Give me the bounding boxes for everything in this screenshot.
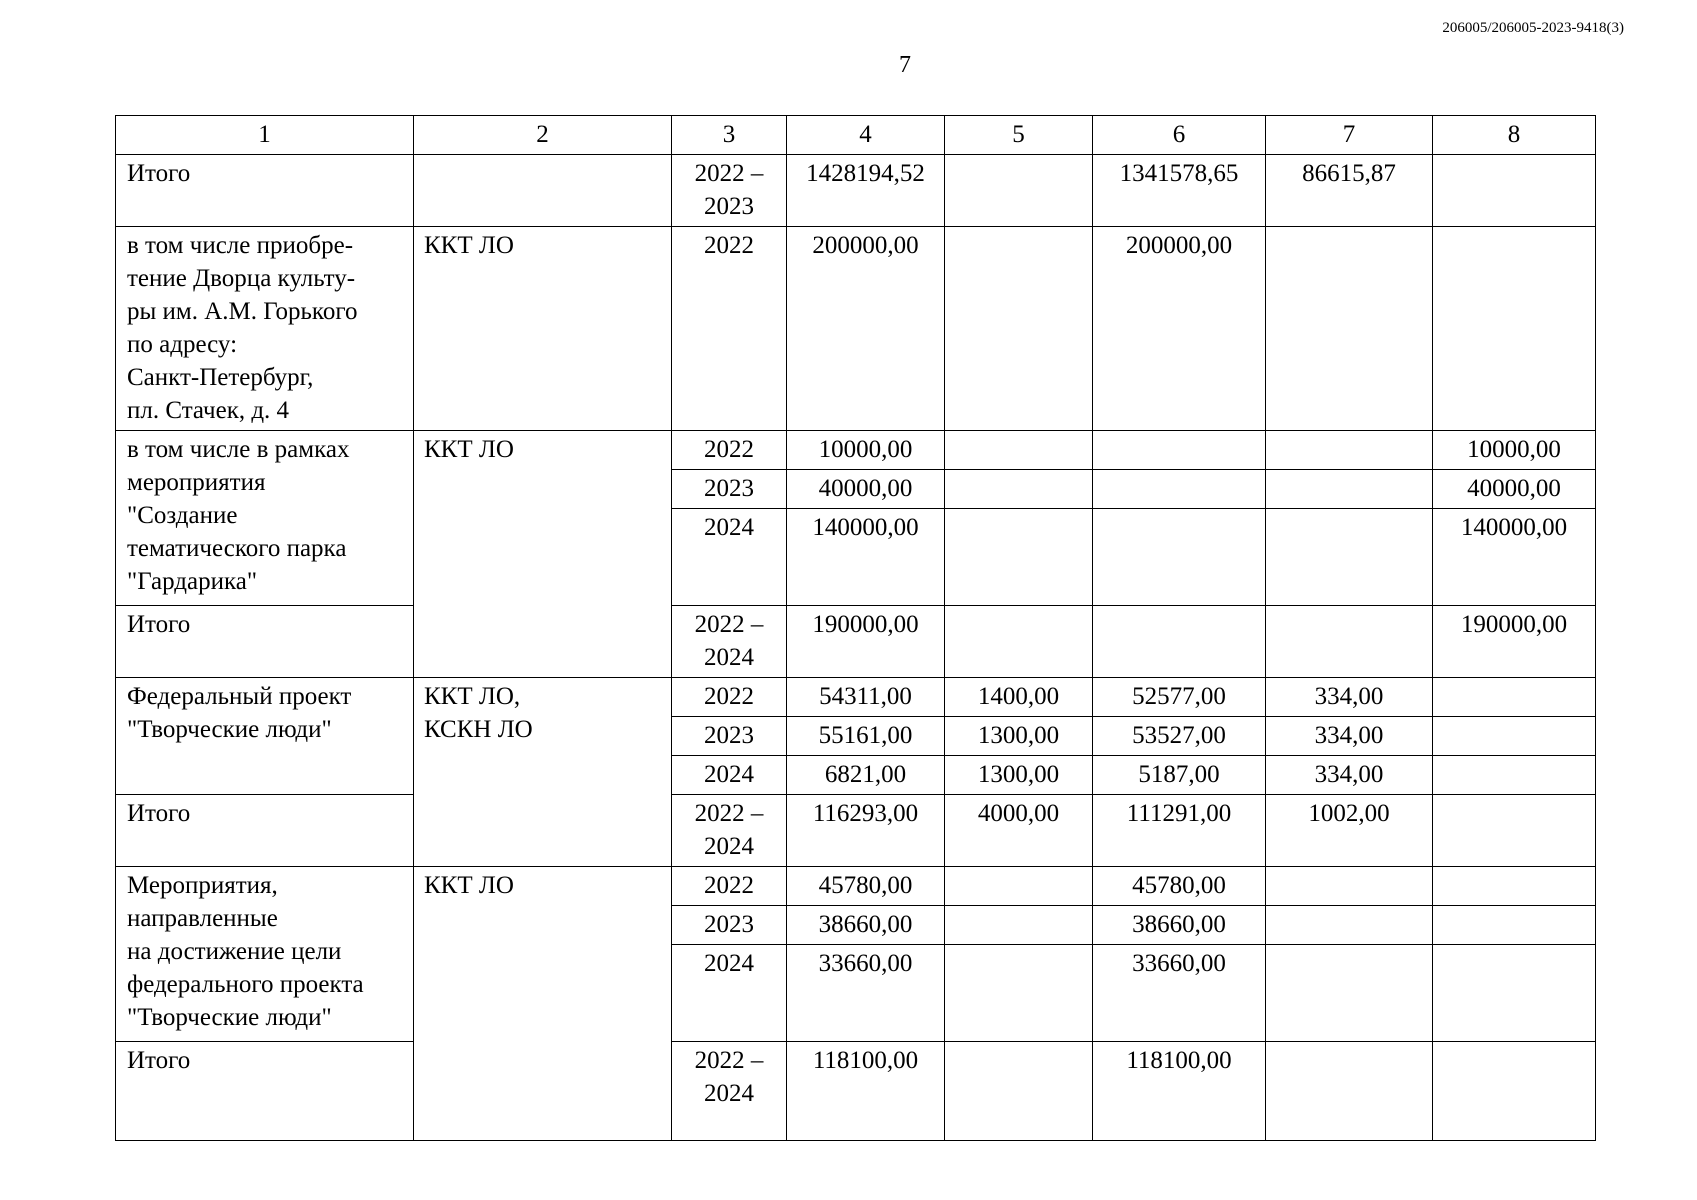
value-cell bbox=[1433, 227, 1596, 431]
column-number: 7 bbox=[1266, 116, 1433, 155]
executor-cell bbox=[414, 678, 672, 867]
value-cell: 118100,00 bbox=[787, 1042, 945, 1141]
period-cell: 2022 – 2024 bbox=[672, 795, 787, 867]
value-cell: 45780,00 bbox=[1093, 867, 1266, 906]
value-cell: 4000,00 bbox=[945, 795, 1093, 867]
value-cell bbox=[945, 906, 1093, 945]
value-cell: 54311,00 bbox=[787, 678, 945, 717]
year-cell: 2022 bbox=[672, 431, 787, 470]
value-cell bbox=[1433, 1042, 1596, 1141]
label-line: в том числе в рамках bbox=[127, 436, 350, 463]
column-number-row bbox=[116, 116, 1596, 155]
row-label: Итого bbox=[116, 606, 414, 678]
value-cell: 200000,00 bbox=[787, 227, 945, 431]
value-cell bbox=[945, 1042, 1093, 1141]
year-cell: 2023 bbox=[672, 906, 787, 945]
executor-cell: ККТ ЛО bbox=[414, 431, 672, 678]
value-cell: 1300,00 bbox=[945, 717, 1093, 756]
value-cell bbox=[1266, 606, 1433, 678]
value-cell: 45780,00 bbox=[787, 867, 945, 906]
value-cell bbox=[1093, 509, 1266, 606]
label-line: федерального проекта bbox=[127, 971, 364, 998]
label-line: "Творческие люди" bbox=[127, 716, 332, 743]
value-cell: 1002,00 bbox=[1266, 795, 1433, 867]
value-cell bbox=[1433, 867, 1596, 906]
period-cell: 2022 – 2024 bbox=[672, 606, 787, 678]
value-cell: 33660,00 bbox=[1093, 945, 1266, 1042]
value-cell: 140000,00 bbox=[1433, 509, 1596, 606]
value-cell bbox=[1266, 227, 1433, 431]
value-cell: 86615,87 bbox=[1266, 155, 1433, 227]
value-cell: 1341578,65 bbox=[1093, 155, 1266, 227]
page-number: 7 bbox=[899, 52, 911, 78]
year-cell: 2024 bbox=[672, 945, 787, 1042]
value-cell bbox=[1266, 509, 1433, 606]
value-cell bbox=[1433, 795, 1596, 867]
table-row bbox=[116, 1042, 1596, 1141]
label-line: ры им. А.М. Горького bbox=[127, 298, 358, 325]
value-cell bbox=[1093, 431, 1266, 470]
value-cell bbox=[945, 431, 1093, 470]
year-cell: 2022 bbox=[672, 678, 787, 717]
label-line: "Творческие люди" bbox=[127, 1004, 332, 1031]
value-cell bbox=[945, 155, 1093, 227]
value-cell bbox=[1266, 867, 1433, 906]
value-cell bbox=[1433, 945, 1596, 1042]
label-line: тение Дворца культу- bbox=[127, 265, 356, 292]
label-line: мероприятия bbox=[127, 469, 266, 496]
executor-line: ККТ ЛО, bbox=[424, 683, 521, 710]
label-line: по адресу: bbox=[127, 331, 238, 358]
value-cell: 38660,00 bbox=[787, 906, 945, 945]
table-row bbox=[116, 227, 1596, 431]
table-row bbox=[116, 795, 1596, 867]
value-cell bbox=[1266, 470, 1433, 509]
label-line: тематического парка bbox=[127, 535, 347, 562]
value-cell bbox=[945, 509, 1093, 606]
year-cell: 2022 bbox=[672, 867, 787, 906]
value-cell: 40000,00 bbox=[1433, 470, 1596, 509]
value-cell bbox=[1433, 678, 1596, 717]
value-cell: 5187,00 bbox=[1093, 756, 1266, 795]
year-cell: 2024 bbox=[672, 756, 787, 795]
column-number: 5 bbox=[945, 116, 1093, 155]
label-line: направленные bbox=[127, 905, 278, 932]
table-row bbox=[116, 678, 1596, 717]
row-label: Итого bbox=[116, 795, 414, 867]
executor-cell bbox=[414, 155, 672, 227]
value-cell bbox=[945, 945, 1093, 1042]
value-cell bbox=[1266, 431, 1433, 470]
row-label bbox=[116, 867, 414, 1042]
label-line: "Гардарика" bbox=[127, 568, 258, 595]
label-line: Мероприятия, bbox=[127, 872, 278, 899]
year-cell: 2024 bbox=[672, 509, 787, 606]
label-line: "Создание bbox=[127, 502, 238, 529]
value-cell: 52577,00 bbox=[1093, 678, 1266, 717]
value-cell bbox=[945, 606, 1093, 678]
value-cell: 200000,00 bbox=[1093, 227, 1266, 431]
value-cell: 116293,00 bbox=[787, 795, 945, 867]
table-row bbox=[116, 867, 1596, 906]
column-number: 1 bbox=[116, 116, 414, 155]
value-cell: 6821,00 bbox=[787, 756, 945, 795]
budget-table bbox=[115, 115, 1596, 1141]
value-cell bbox=[945, 470, 1093, 509]
value-cell: 334,00 bbox=[1266, 756, 1433, 795]
period-cell: 2022 – 2023 bbox=[672, 155, 787, 227]
value-cell: 10000,00 bbox=[787, 431, 945, 470]
value-cell: 140000,00 bbox=[787, 509, 945, 606]
value-cell: 334,00 bbox=[1266, 717, 1433, 756]
value-cell: 1428194,52 bbox=[787, 155, 945, 227]
value-cell bbox=[1433, 717, 1596, 756]
column-number: 3 bbox=[672, 116, 787, 155]
table-row bbox=[116, 606, 1596, 678]
table-row bbox=[116, 155, 1596, 227]
column-number: 8 bbox=[1433, 116, 1596, 155]
value-cell bbox=[1266, 906, 1433, 945]
label-line: на достижение цели bbox=[127, 938, 342, 965]
executor-cell: ККТ ЛО bbox=[414, 867, 672, 1141]
value-cell: 1300,00 bbox=[945, 756, 1093, 795]
row-label bbox=[116, 227, 414, 431]
value-cell bbox=[1266, 945, 1433, 1042]
value-cell: 334,00 bbox=[1266, 678, 1433, 717]
value-cell: 10000,00 bbox=[1433, 431, 1596, 470]
row-label: Итого bbox=[116, 1042, 414, 1141]
row-label: Итого bbox=[116, 155, 414, 227]
value-cell bbox=[1093, 606, 1266, 678]
value-cell: 33660,00 bbox=[787, 945, 945, 1042]
value-cell: 38660,00 bbox=[1093, 906, 1266, 945]
value-cell: 55161,00 bbox=[787, 717, 945, 756]
year-cell: 2023 bbox=[672, 717, 787, 756]
label-line: в том числе приобре- bbox=[127, 232, 354, 259]
year-cell: 2023 bbox=[672, 470, 787, 509]
value-cell: 111291,00 bbox=[1093, 795, 1266, 867]
label-line: пл. Стачек, д. 4 bbox=[127, 397, 290, 424]
value-cell: 40000,00 bbox=[787, 470, 945, 509]
value-cell bbox=[1266, 1042, 1433, 1141]
row-label bbox=[116, 678, 414, 795]
value-cell: 118100,00 bbox=[1093, 1042, 1266, 1141]
year-cell: 2022 bbox=[672, 227, 787, 431]
executor-cell: ККТ ЛО bbox=[414, 227, 672, 431]
executor-line: КСКН ЛО bbox=[424, 716, 533, 743]
value-cell bbox=[1433, 756, 1596, 795]
period-cell: 2022 – 2024 bbox=[672, 1042, 787, 1141]
value-cell: 190000,00 bbox=[787, 606, 945, 678]
value-cell bbox=[1433, 906, 1596, 945]
value-cell: 1400,00 bbox=[945, 678, 1093, 717]
label-line: Санкт-Петербург, bbox=[127, 364, 314, 391]
column-number: 2 bbox=[414, 116, 672, 155]
value-cell: 53527,00 bbox=[1093, 717, 1266, 756]
column-number: 6 bbox=[1093, 116, 1266, 155]
value-cell: 190000,00 bbox=[1433, 606, 1596, 678]
label-line: Федеральный проект bbox=[127, 683, 352, 710]
value-cell bbox=[1433, 155, 1596, 227]
document-id: 206005/206005-2023-9418(3) bbox=[1442, 20, 1624, 36]
column-number: 4 bbox=[787, 116, 945, 155]
value-cell bbox=[945, 227, 1093, 431]
row-label bbox=[116, 431, 414, 606]
value-cell bbox=[1093, 470, 1266, 509]
table-row bbox=[116, 431, 1596, 470]
value-cell bbox=[945, 867, 1093, 906]
